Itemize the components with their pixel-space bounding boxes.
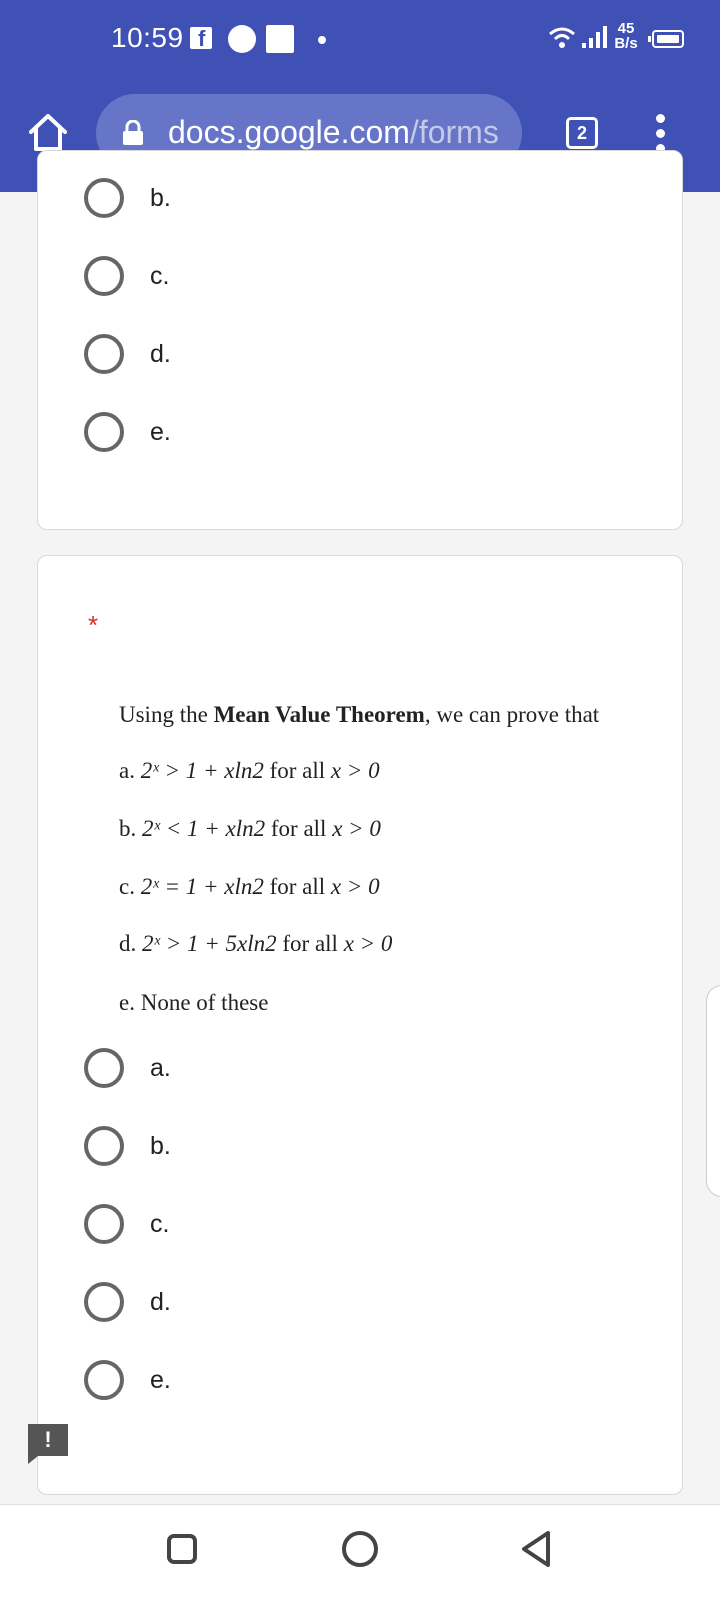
option-label: b. (150, 1132, 171, 1160)
choice-d-text (119, 931, 392, 957)
radio-button[interactable] (84, 1048, 124, 1088)
choice-b-text (119, 816, 381, 842)
url-text (168, 114, 499, 151)
battery-icon (652, 30, 684, 48)
recent-apps-button[interactable] (167, 1534, 197, 1564)
intro-text: Using the (119, 702, 214, 727)
question-intro (119, 702, 599, 728)
tab-switcher-button[interactable]: 2 (566, 117, 598, 149)
radio-button[interactable] (84, 178, 124, 218)
radio-button[interactable] (84, 1126, 124, 1166)
url-domain: docs.google.com (168, 114, 410, 150)
more-menu-icon[interactable] (656, 114, 666, 154)
choice-condition: x > 0 (330, 874, 380, 899)
network-speed-unit: B/s (614, 35, 638, 52)
status-time: 10:59 (111, 22, 184, 53)
back-button[interactable] (518, 1529, 554, 1569)
option-label: c. (150, 1210, 170, 1238)
choice-c-text (119, 874, 380, 900)
choice-condition: x > 0 (343, 931, 393, 956)
facebook-icon: f (190, 27, 212, 49)
wifi-icon (548, 26, 576, 50)
square-notification-icon (266, 25, 294, 53)
question-card (37, 555, 683, 1495)
network-speed (612, 21, 640, 51)
url-path: /forms (409, 114, 499, 150)
option-label: e. (150, 1366, 171, 1394)
option-label: a. (150, 1054, 171, 1082)
required-asterisk: * (88, 610, 99, 640)
option-label: b. (150, 184, 171, 212)
choice-suffix: for all (276, 931, 344, 956)
radio-button[interactable] (84, 412, 124, 452)
choice-math: 2ˣ < 1 + xln2 (142, 816, 266, 841)
radio-button[interactable] (84, 256, 124, 296)
previous-question-card (37, 150, 683, 530)
choice-suffix: for all (263, 758, 331, 783)
choice-suffix: for all (263, 874, 331, 899)
navigation-bar (0, 1504, 720, 1601)
choice-math: 2ˣ = 1 + xln2 (140, 874, 264, 899)
lock-icon (122, 120, 144, 146)
choice-prefix: c. (119, 874, 141, 899)
intro-bold-text: Mean Value Theorem (213, 702, 425, 727)
side-panel-handle[interactable] (706, 985, 720, 1197)
choice-condition: x > 0 (330, 758, 380, 783)
signal-icon (580, 26, 608, 50)
choice-e-text: e. None of these (119, 990, 269, 1015)
choice-math: 2ˣ > 1 + xln2 (140, 758, 264, 783)
radio-button[interactable] (84, 334, 124, 374)
feedback-icon[interactable]: ! (28, 1424, 68, 1456)
choice-suffix: for all (265, 816, 333, 841)
choice-prefix: b. (119, 816, 142, 841)
radio-button[interactable] (84, 1282, 124, 1322)
option-label: e. (150, 418, 171, 446)
radio-button[interactable] (84, 1204, 124, 1244)
choice-prefix: a. (119, 758, 141, 783)
status-bar (0, 0, 720, 84)
home-button[interactable] (342, 1531, 378, 1567)
home-icon[interactable] (27, 112, 69, 154)
choice-prefix: d. (119, 931, 142, 956)
network-speed-value: 45 (617, 20, 635, 37)
intro-text-end: , we can prove that (424, 702, 600, 727)
option-label: c. (150, 262, 170, 290)
circle-notification-icon (228, 25, 256, 53)
option-label: d. (150, 1288, 171, 1316)
radio-button[interactable] (84, 1360, 124, 1400)
choice-math: 2ˣ > 1 + 5xln2 (142, 931, 277, 956)
choice-a-text (119, 758, 380, 784)
dot-icon (318, 36, 326, 44)
option-label: d. (150, 340, 171, 368)
choice-condition: x > 0 (332, 816, 381, 841)
